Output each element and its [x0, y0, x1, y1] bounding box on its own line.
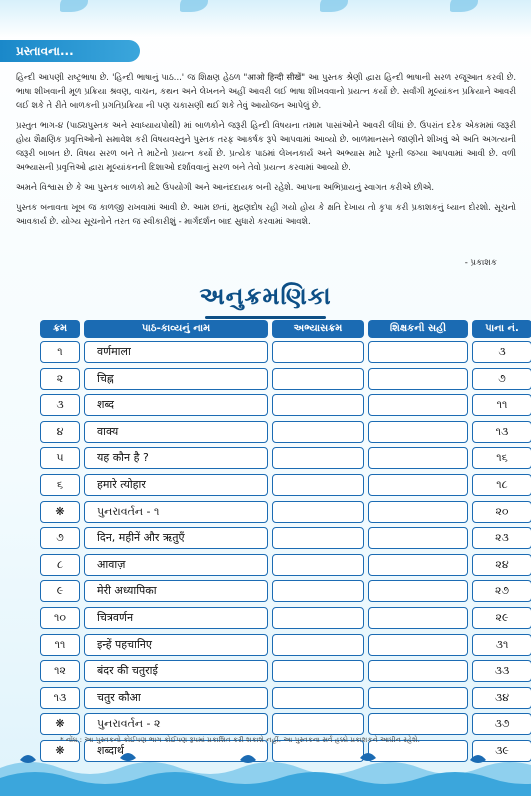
preface-paragraph-4: પુસ્તક બનાવતા ખૂબ જ કાળજી રાખવામાં આવી છે. આમ છતાં, મુદ્રણદોષ રહી ગયો હોય કે ક્ષતિ દેખાય તો કૃપા કરી પ્રકાશકનું ધ્યાન દોરશો. સૂચનો આવકાર્ય છે. યોગ્ય સૂચનોને તરત જ સ્વીકારીશું - માર્ગદર્શન બાદ સુધારો કરવામાં આવશે. — [16, 202, 516, 226]
page-number: ૨૯ — [472, 607, 531, 629]
lesson-name: चतुर कौआ — [84, 687, 268, 709]
teacher-sign-cell — [368, 394, 468, 416]
title-underline — [205, 316, 326, 319]
lesson-name: यह कौन है ? — [84, 447, 268, 469]
lesson-name: પુનરાવર્તન - ૨ — [84, 713, 268, 735]
preface-paragraph-3: અમને વિશ્વાસ છે કે આ પુસ્તક બાળકો માટે ઉપયોગી અને આનંદદાયક બની રહેશે. આપના અભિપ્રાયનું સ્વાગત કરીએ છીએ. — [16, 182, 435, 192]
teacher-sign-cell — [368, 580, 468, 602]
syllabus-cell — [272, 341, 364, 363]
page-number: ૨૭ — [472, 580, 531, 602]
top-decoration — [0, 0, 531, 38]
lesson-name: दिन, महीनें और ऋतुएँ — [84, 527, 268, 549]
row-number: ૬ — [40, 474, 80, 496]
lesson-name: इन्हें पहचानिए — [84, 634, 268, 656]
page-number: ૩૯ — [472, 740, 531, 762]
header-name: પાઠ-કાવ્યનું નામ — [84, 320, 268, 338]
syllabus-cell — [272, 368, 364, 390]
row-number: ૧૨ — [40, 660, 80, 682]
page-number: ૩ — [472, 341, 531, 363]
row-number: ૮ — [40, 554, 80, 576]
teacher-sign-cell — [368, 474, 468, 496]
publisher-signature: - પ્રકાશક — [464, 258, 497, 268]
teacher-sign-cell — [368, 607, 468, 629]
lesson-name: પુનરાવર્તન - ૧ — [84, 501, 268, 523]
lesson-name: मेरी अध्यापिका — [84, 580, 268, 602]
row-number: ૨ — [40, 368, 80, 390]
table-row — [40, 660, 510, 687]
lesson-name: चिह्न — [84, 368, 268, 390]
lesson-name: वर्णमाला — [84, 341, 268, 363]
syllabus-cell — [272, 713, 364, 735]
lesson-name: शब्दार्थ — [84, 740, 268, 762]
table-row — [40, 634, 509, 661]
row-number: ૧૧ — [40, 634, 80, 656]
row-number: ૩ — [40, 394, 80, 416]
table-row — [40, 527, 509, 554]
page-number: ૨૦ — [472, 501, 531, 523]
lesson-name: चित्रवर्णन — [84, 607, 268, 629]
table-row — [40, 421, 509, 448]
syllabus-cell — [272, 527, 364, 549]
header-num: ક્રમ — [40, 320, 80, 338]
table-row — [40, 687, 510, 714]
leaf-decoration — [320, 0, 348, 12]
toc-rows — [40, 341, 510, 767]
row-number: ૧૦ — [40, 607, 80, 629]
syllabus-cell — [272, 474, 364, 496]
lesson-name: शब्द — [84, 394, 268, 416]
preface-paragraph-2: પ્રસ્તુત ભાગ-૪ (પાઠ્યપુસ્તક અને સ્વાધ્યાયપોથી) માં બાળકોને જરૂરી હિન્દી વિષયના તમામ પાસાંઓને આવરી લીધાં છે. ઉપરાંત દરેક એકમમાં જરૂરી હોય શૈક્ષણિક પ્રવૃત્તિઓનો સમાવેશ કરી વિષયવસ્તુને પુસ્તક તરફ આકર્ષક રૂપે આપવામાં આવ્યો છે. બાળમાનસને જાણીને શીખવું એ અતિ અગત્યની જરૂરી બાબત છે. વિષય સરળ બને તે માટેનો પ્રયત્ન કર્યો છે. પ્રત્યેક પાઠમાં લેખનકાર્ય અને અભ્યાસ માટે પૂરતી જગ્યા આપવામાં આવી છે. વળી અભ્યાસની પ્રવૃત્તિઓ દ્વારા મૂલ્યાંકનની દિશાઓ દર્શાવવાનું સરળ બને તેવો પ્રયત્ન કરવામાં આવ્યો છે. — [16, 120, 516, 172]
row-number: ૪ — [40, 421, 80, 443]
table-row — [40, 554, 509, 581]
page-number: ૧૬ — [472, 447, 531, 469]
teacher-sign-cell — [368, 341, 468, 363]
page-number: ૭ — [472, 368, 531, 390]
row-number: ❋ — [40, 501, 80, 523]
page-number: ૩૪ — [472, 687, 531, 709]
teacher-sign-cell — [368, 660, 468, 682]
header-syllabus: અભ્યાસક્રમ — [272, 320, 364, 338]
row-number: ૧૩ — [40, 687, 80, 709]
table-row — [40, 580, 510, 607]
lesson-name: वाक्य — [84, 421, 268, 443]
row-number: ૫ — [40, 447, 80, 469]
header-teacher-sign: શિક્ષકની સહી — [368, 320, 468, 338]
leaf-decoration — [60, 0, 88, 12]
leaf-decoration — [450, 0, 478, 12]
preface-heading: પ્રસ્તાવના... — [0, 40, 140, 62]
teacher-sign-cell — [368, 447, 468, 469]
copyright-footnote: * નોંધ : આ પુસ્તકનો કોઈપણ ભાગ કોઈપણ રૂપમાં પ્રકાશિત કરી શકાશે નહીં. આ પુસ્તકના સર્વ હક્કો પ્રકાશકને આધીન રહેશે. — [60, 735, 420, 744]
syllabus-cell — [272, 580, 364, 602]
syllabus-cell — [272, 447, 364, 469]
page-number: ૧૩ — [472, 421, 531, 443]
teacher-sign-cell — [368, 527, 468, 549]
syllabus-cell — [272, 607, 364, 629]
page-number: ૨૩ — [472, 527, 531, 549]
syllabus-cell — [272, 501, 364, 523]
lesson-name: हमारे त्योहार — [84, 474, 268, 496]
table-row — [40, 501, 509, 528]
page-number: ૧૮ — [472, 474, 531, 496]
table-row — [40, 341, 506, 368]
table-row — [40, 447, 508, 474]
table-row — [40, 368, 506, 395]
syllabus-cell — [272, 660, 364, 682]
row-number: ૧ — [40, 341, 80, 363]
teacher-sign-cell — [368, 368, 468, 390]
row-number: ❋ — [40, 713, 80, 735]
toc-header-row — [40, 320, 519, 338]
syllabus-cell — [272, 687, 364, 709]
teacher-sign-cell — [368, 421, 468, 443]
page-number: ૩૧ — [472, 634, 531, 656]
header-page-no: પાના નં. — [472, 320, 531, 338]
toc-title: અનુક્રમણિકા — [199, 282, 332, 310]
page-number: ૩૩ — [472, 660, 531, 682]
preface-body — [16, 70, 516, 228]
row-number: ૭ — [40, 527, 80, 549]
teacher-sign-cell — [368, 634, 468, 656]
table-row — [40, 607, 509, 634]
teacher-sign-cell — [368, 501, 468, 523]
syllabus-cell — [272, 394, 364, 416]
preface-paragraph-1: હિન્દી આપણી રાષ્ટ્રભાષા છે. 'હિન્દી ભાષાનું પાઠ...' જ શિક્ષણ હેઠળ "आओ हिन्दी सीखें" આ પુસ્તક શ્રેણી દ્વારા હિન્દી ભાષાની સરળ રજૂઆત કરવી છે. ભાષા શીખવાની મૂળ પ્રક્રિયા શ્રવણ, વાચન, કથન અને લેખનને અહીં આવરી લઈ ભાષા શીખવવાનો પ્રયત્ન કર્યો છે. સર્વાંગી મૂલ્યાંકન પ્રક્રિયાને આવરી લઈ શકે તે રીતે બાળકની પ્રગતિપ્રક્રિયા ની પણ ચકાસણી થઈ શકે તેવું આયોજન આપેલું છે. — [16, 72, 516, 110]
lesson-name: आवाज़ — [84, 554, 268, 576]
syllabus-cell — [272, 554, 364, 576]
page-number: ૩૭ — [472, 713, 531, 735]
teacher-sign-cell — [368, 554, 468, 576]
row-number: ૯ — [40, 580, 80, 602]
page-number: ૨૪ — [472, 554, 531, 576]
page-number: ૧૧ — [472, 394, 531, 416]
table-row — [40, 394, 508, 421]
row-number: ❋ — [40, 740, 80, 762]
table-row — [40, 474, 508, 501]
teacher-sign-cell — [368, 687, 468, 709]
leaf-decoration — [180, 0, 208, 12]
wave-decoration — [0, 746, 531, 796]
syllabus-cell — [272, 634, 364, 656]
syllabus-cell — [272, 421, 364, 443]
lesson-name: बंदर की चतुराई — [84, 660, 268, 682]
teacher-sign-cell — [368, 713, 468, 735]
